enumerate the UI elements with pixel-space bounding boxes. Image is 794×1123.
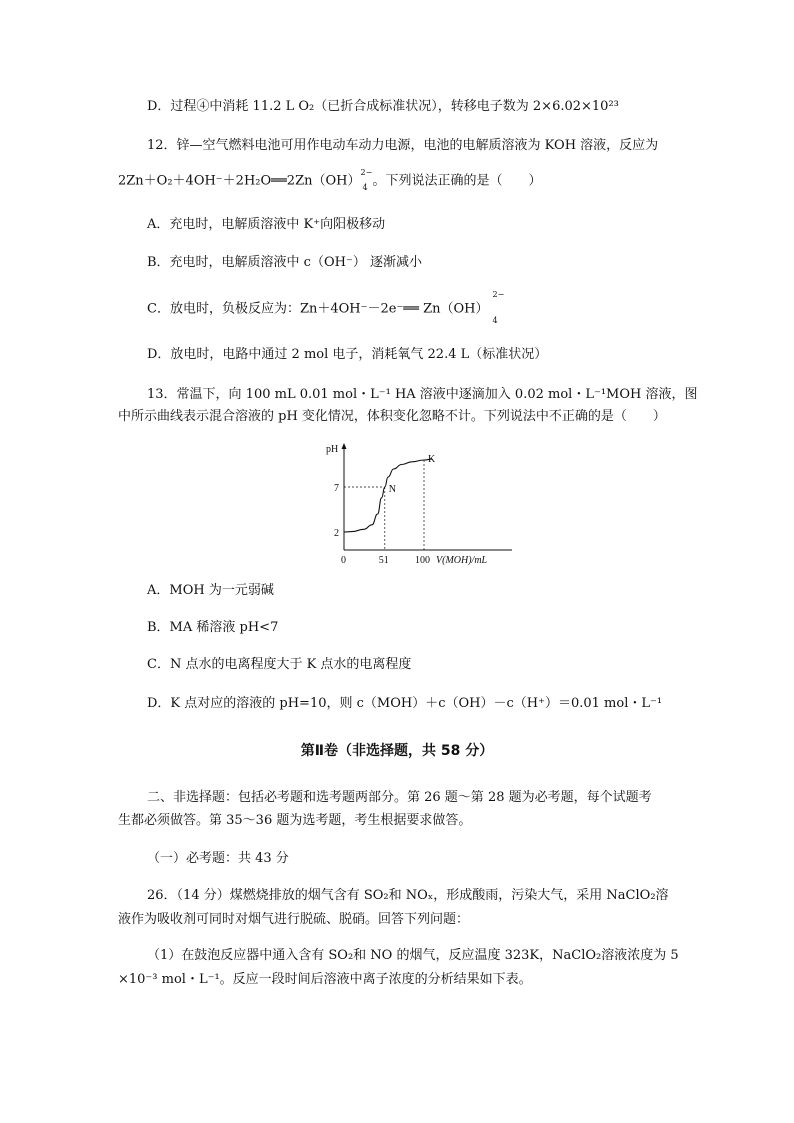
- q11-option-d: D．过程④中消耗 11.2 L O₂（已折合成标准状况），转移电子数为 2×6.02×10²³: [147, 99, 619, 114]
- q26-part1-line1: （1）在鼓泡反应器中通入含有 SO₂和 NO 的烟气，反应温度 323K，NaClO₂溶液浓度为 5: [147, 948, 679, 963]
- q12-option-c: [147, 290, 505, 325]
- x-tick-label-100: 100: [415, 555, 430, 566]
- point-label-N: N: [388, 484, 397, 495]
- q12-zincate-ion: [360, 168, 373, 192]
- part2-intro-line1: 二、非选择题：包括必考题和选考题两部分。第 26 题～第 28 题为必考题，每个试题考: [147, 790, 652, 805]
- part2-intro-line2: 生都必须做答。第 35～36 题为选考题，考生根据要求做答。: [118, 813, 472, 828]
- q13-option-c: C．N 点水的电离程度大于 K 点水的电离程度: [147, 657, 412, 672]
- q26-stem-line1: 26．（14 分）煤燃烧排放的烟气含有 SO₂和 NOₓ，形成酸雨，污染大气，采用 NaClO₂溶: [147, 888, 669, 903]
- q26-part1-line2: ×10⁻³ mol・L⁻¹。反应一段时间后溶液中离子浓度的分析结果如下表。: [118, 972, 532, 987]
- ph-titration-chart: [318, 440, 518, 568]
- q12-option-a: A．充电时，电解质溶液中 K⁺向阳极移动: [147, 217, 386, 232]
- x-tick-label-0: 0: [341, 555, 346, 566]
- q12-question: 。下列说法正确的是（ ）: [372, 173, 542, 189]
- x-axis-label: V(MOH)/mL: [436, 555, 488, 566]
- y-axis-arrow: [342, 443, 347, 449]
- q12-option-c-subscript: 4: [492, 316, 498, 325]
- q12-subscript: 4: [362, 183, 368, 192]
- part1-heading: （一）必考题：共 43 分: [147, 851, 289, 866]
- q12-stem-line2: [118, 168, 542, 192]
- point-label-K: K: [428, 454, 436, 465]
- x-tick-label-51: 51: [378, 555, 389, 566]
- q12-charge: 2−: [360, 168, 373, 177]
- q12-option-d: D．放电时，电路中通过 2 mol 电子，消耗氧气 22.4 L（标准状况）: [147, 347, 548, 362]
- section-title: 第Ⅱ卷（非选择题，共 58 分）: [300, 743, 494, 759]
- y-axis-label: pH: [326, 444, 339, 455]
- ph-curve: [344, 459, 432, 532]
- q12-option-c-text: C．放电时，负极反应为：Zn＋4OH⁻－2e⁻══ Zn（OH）: [147, 301, 489, 317]
- y-tick-label-2: 2: [334, 528, 339, 539]
- q12-option-c-ion: [489, 290, 505, 325]
- q12-equation: 2Zn＋O₂＋4OH⁻＋2H₂O══2Zn（OH）: [118, 173, 361, 189]
- q12-option-c-charge: 2−: [492, 290, 505, 299]
- q13-option-a: A．MOH 为一元弱碱: [147, 583, 274, 598]
- q13-option-b: B．MA 稀溶液 pH<7: [147, 620, 279, 635]
- q13-stem-line1: 13．常温下，向 100 mL 0.01 mol・L⁻¹ HA 溶液中逐滴加入 0.02 mol・L⁻¹MOH 溶液，图: [147, 387, 698, 402]
- q12-option-b: B．充电时，电解质溶液中 c（OH⁻） 逐渐减小: [147, 255, 422, 270]
- q13-stem-line2: 中所示曲线表示混合溶液的 pH 变化情况，体积变化忽略不计。下列说法中不正确的是（ ）: [118, 409, 666, 424]
- q13-option-d: D．K 点对应的溶液的 pH=10，则 c（MOH）＋c（OH）－c（H⁺）＝0.01 mol・L⁻¹: [147, 696, 663, 711]
- q12-stem-line1: 12．锌—空气燃料电池可用作电动车动力电源，电池的电解质溶液为 KOH 溶液，反应为: [147, 138, 659, 153]
- q26-stem-line2: 液作为吸收剂可同时对烟气进行脱硫、脱硝。回答下列问题：: [118, 912, 470, 927]
- y-tick-label-7: 7: [334, 483, 339, 494]
